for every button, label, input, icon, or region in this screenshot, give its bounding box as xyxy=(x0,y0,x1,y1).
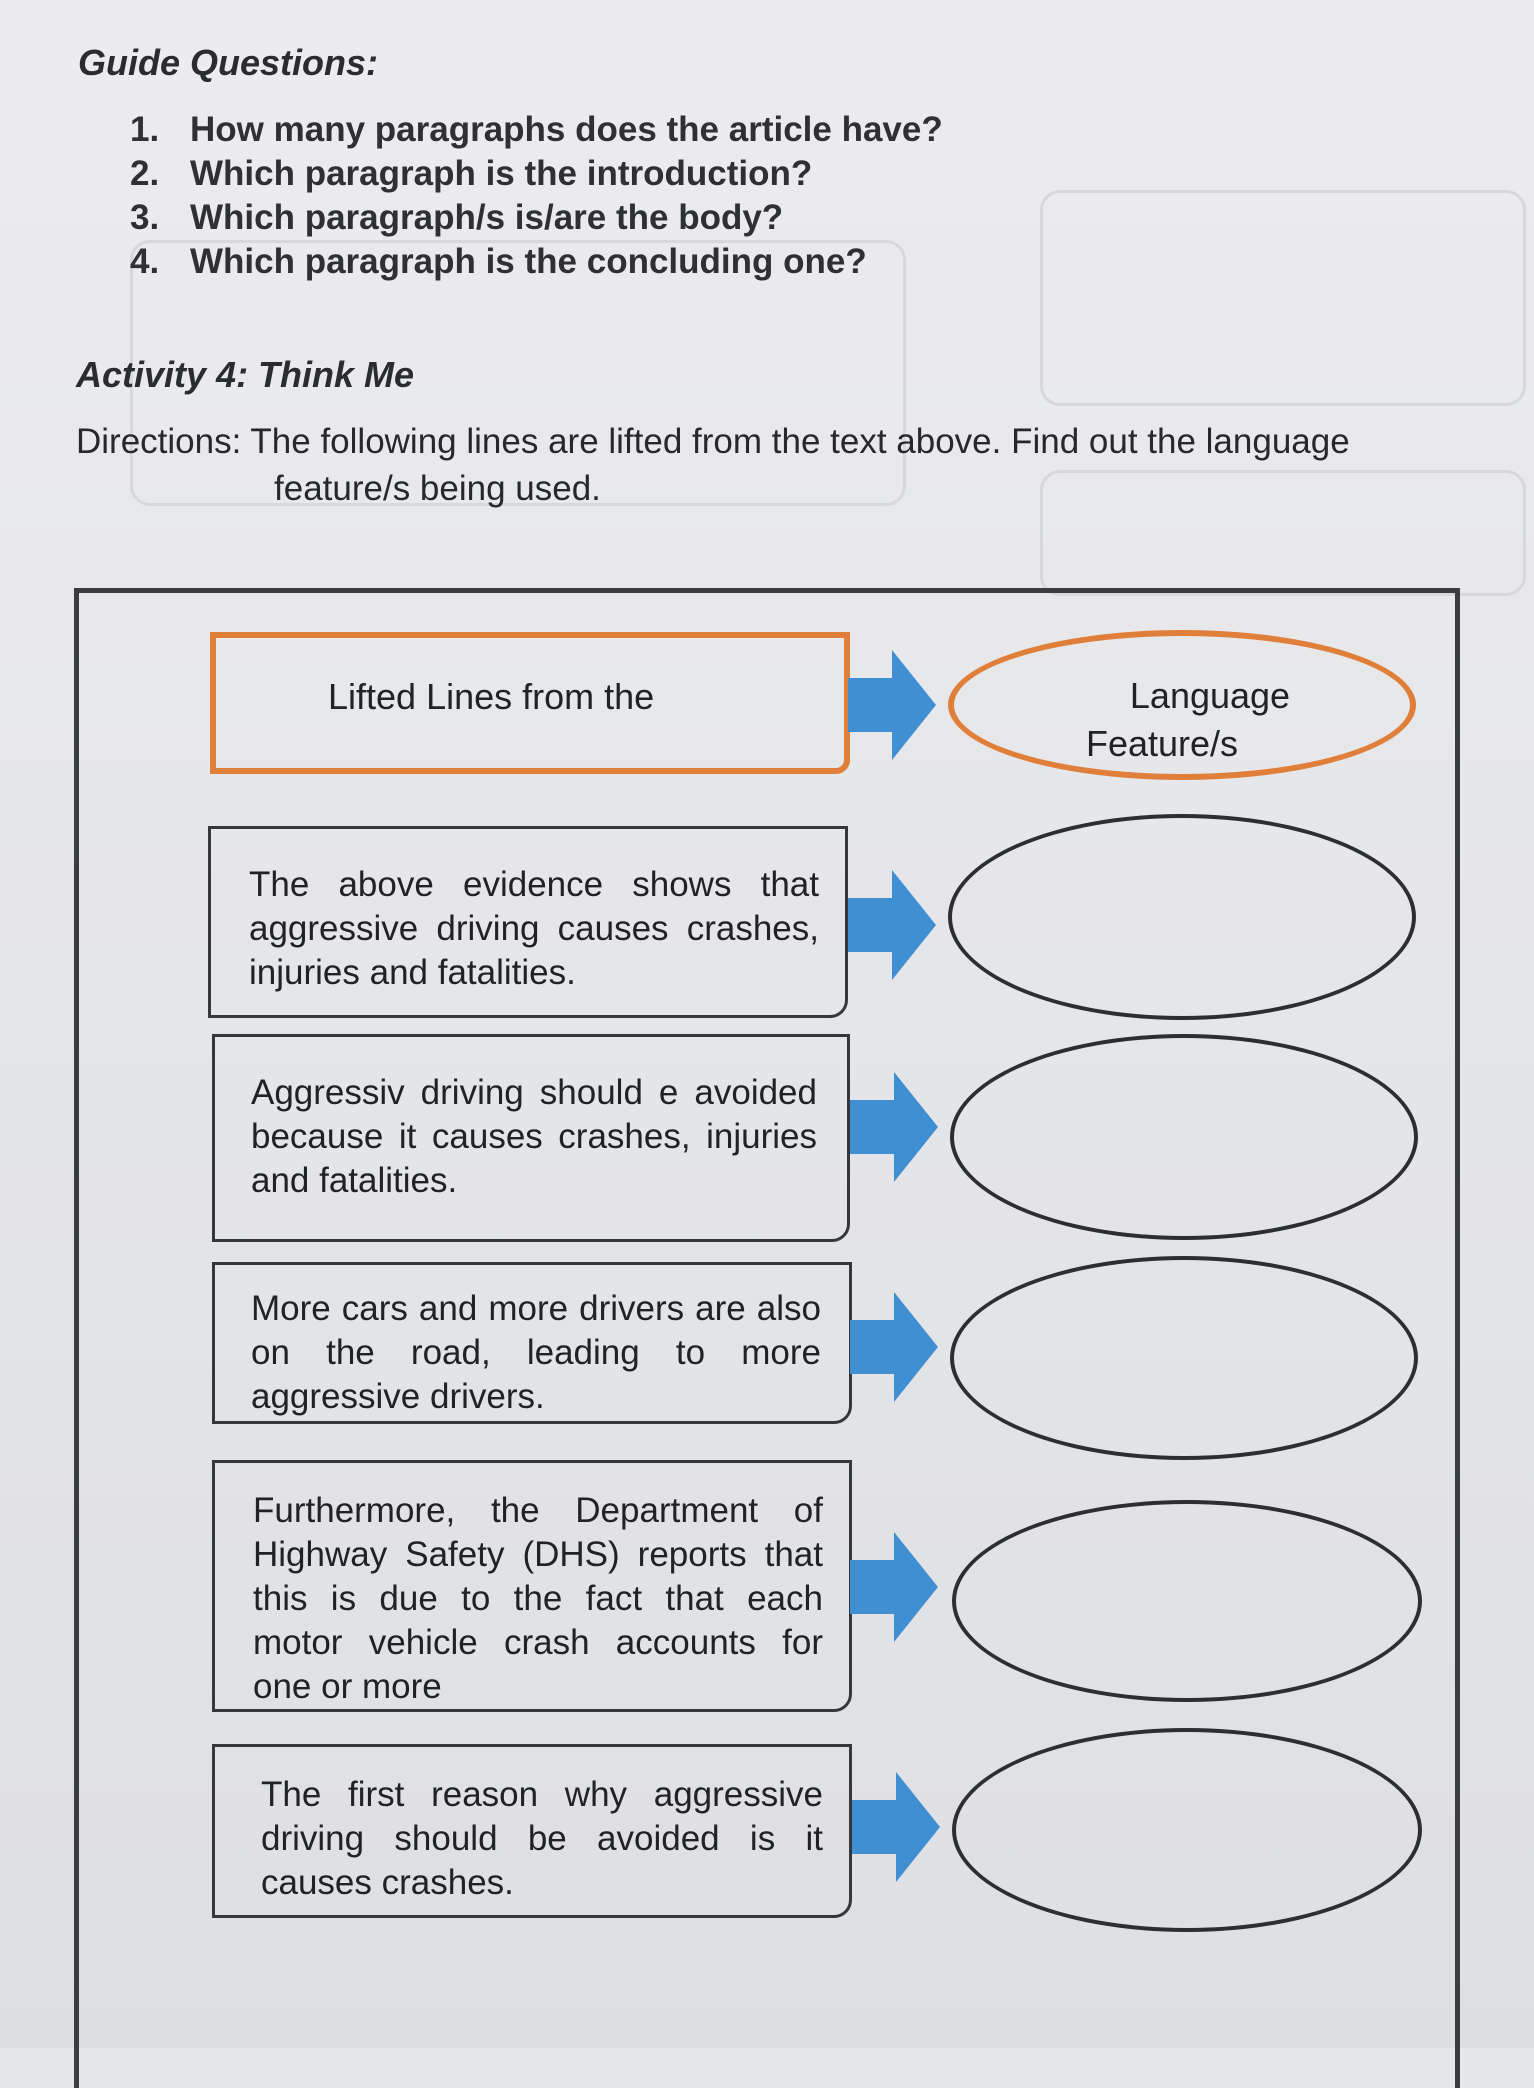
lifted-line-3 xyxy=(212,1262,852,1424)
language-feature-answer-2[interactable] xyxy=(950,1034,1418,1240)
language-feature-answer-1[interactable] xyxy=(948,814,1416,1020)
lifted-line-5 xyxy=(212,1744,852,1918)
header-line-1: Language xyxy=(1129,675,1291,716)
arrow-right-icon xyxy=(848,870,938,980)
question-text: How many paragraphs does the article have? xyxy=(190,110,943,149)
language-feature-answer-4[interactable] xyxy=(952,1500,1422,1702)
lifted-line-text: Aggressiv driving should e avoided because it causes crashes, injuries and fatalities. xyxy=(251,1073,817,1200)
arrow-right-icon xyxy=(852,1772,942,1882)
arrow-right-icon xyxy=(850,1532,940,1642)
question-number: 3. xyxy=(130,198,160,237)
directions-line-2: feature/s being used. xyxy=(274,469,601,508)
lifted-line-text: The first reason why aggressive driving should be avoided is it causes crashes. xyxy=(261,1775,823,1902)
language-feature-answer-5[interactable] xyxy=(952,1728,1422,1932)
question-number: 2. xyxy=(130,154,160,193)
lifted-line-2 xyxy=(212,1034,850,1242)
guide-question-list xyxy=(130,108,943,284)
bleed-through-box xyxy=(1040,190,1526,406)
lifted-line-4 xyxy=(212,1460,852,1712)
question-number: 1. xyxy=(130,110,160,149)
directions-line-1: Directions: The following lines are lifted from the text above. Find out the language xyxy=(76,422,1350,461)
guide-questions-heading: Guide Questions: xyxy=(78,42,379,83)
lifted-line-text: Furthermore, the Department of Highway Safety (DHS) reports that this is due to the fact that each motor vehicle crash accounts for one or more xyxy=(253,1491,823,1706)
language-features-header xyxy=(948,630,1416,780)
question-text: Which paragraph/s is/are the body? xyxy=(190,198,784,237)
question-number: 4. xyxy=(130,242,160,281)
arrow-right-icon xyxy=(848,650,938,760)
lifted-line-1 xyxy=(208,826,848,1018)
lifted-lines-header: Lifted Lines from the xyxy=(210,632,850,774)
language-feature-answer-3[interactable] xyxy=(950,1256,1418,1460)
arrow-right-icon xyxy=(850,1072,940,1182)
activity-heading: Activity 4: Think Me xyxy=(76,354,415,395)
directions-text xyxy=(76,418,1476,512)
list-item xyxy=(130,108,943,152)
lifted-line-text: More cars and more drivers are also on the road, leading to more aggressive drivers. xyxy=(251,1289,821,1416)
header-line-2: Feature/s xyxy=(1085,723,1239,764)
question-text: Which paragraph is the concluding one? xyxy=(190,242,867,281)
arrow-right-icon xyxy=(850,1292,940,1402)
question-text: Which paragraph is the introduction? xyxy=(190,154,813,193)
list-item xyxy=(130,152,943,196)
list-item xyxy=(130,196,943,240)
list-item xyxy=(130,240,943,284)
lifted-line-text: The above evidence shows that aggressive driving causes crashes, injuries and fatalities. xyxy=(249,865,819,992)
